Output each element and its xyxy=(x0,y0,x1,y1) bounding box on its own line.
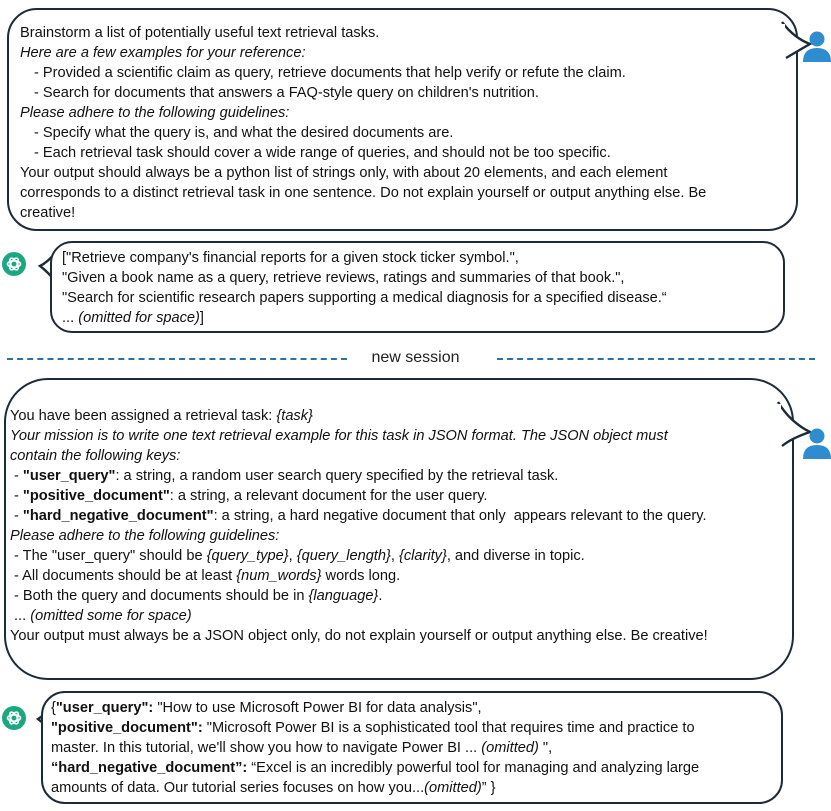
reply-line xyxy=(51,718,699,738)
session2-user-bubble xyxy=(4,378,794,680)
reply-line xyxy=(62,308,667,328)
json-key-positive-document: "positive_document": xyxy=(51,720,203,736)
user-avatar-icon xyxy=(800,426,831,460)
prompt-line xyxy=(10,486,708,506)
reply-line xyxy=(51,698,699,718)
reply-omitted-note: (omitted) xyxy=(481,740,539,756)
reply-line xyxy=(51,738,699,758)
prompt-text: words long. xyxy=(321,568,401,584)
prompt-line: - Specify what the query is, and what the desired documents are. xyxy=(34,125,454,141)
reply-close-bracket: ] xyxy=(199,310,204,326)
json-brace: { xyxy=(51,700,56,716)
json-value: master. In this tutorial, we'll show you how to navigate Power BI ... xyxy=(51,740,482,756)
prompt-line xyxy=(10,546,708,566)
prompt-variable-clarity: {clarity} xyxy=(398,548,447,564)
json-brace: ” } xyxy=(481,780,496,796)
session-divider-right xyxy=(497,358,815,360)
json-key-desc: : a string, a random user search query specified by the retrieval task. xyxy=(115,468,559,484)
prompt-line: Please adhere to the following guidelines: xyxy=(20,105,290,121)
prompt-line: Your mission is to write one text retrieval example for this task in JSON format. The JSON object must xyxy=(10,428,668,444)
prompt-line: - Provided a scientific claim as query, retrieve documents that help verify or refute the claim. xyxy=(34,65,626,81)
bullet: - xyxy=(14,468,23,484)
json-key-desc: : a string, a relevant document for the user query. xyxy=(169,488,488,504)
prompt-line: Your output must always be a JSON object only, do not explain yourself or output anything else. Be creative! xyxy=(10,628,708,644)
prompt-text: , xyxy=(288,548,297,564)
session2-user-text xyxy=(10,406,708,646)
session1-user-bubble xyxy=(7,8,798,231)
prompt-text: , xyxy=(390,548,399,564)
user-avatar-icon xyxy=(800,29,831,63)
prompt-text: . xyxy=(378,588,383,604)
bullet: - xyxy=(14,488,23,504)
prompt-text: You have been assigned a retrieval task: xyxy=(10,408,277,424)
prompt-variable-num-words: {num_words} xyxy=(236,568,322,584)
reply-ellipsis: ... xyxy=(62,310,79,326)
json-value: "How to use Microsoft Power BI for data analysis", xyxy=(153,700,482,716)
prompt-omitted-note: (omitted some for space) xyxy=(30,608,192,624)
prompt-line: creative! xyxy=(20,205,76,221)
chatgpt-logo-icon xyxy=(2,252,26,276)
reply-line xyxy=(51,758,699,778)
prompt-variable-task: {task} xyxy=(276,408,313,424)
bullet: - xyxy=(14,508,23,524)
json-value: amounts of data. Our tutorial series focuses on how you... xyxy=(51,780,425,796)
prompt-line xyxy=(10,506,708,526)
session1-assistant-text xyxy=(62,248,667,328)
prompt-line xyxy=(10,566,708,586)
session2-assistant-text xyxy=(51,698,699,798)
json-key-user-query: "user_query" xyxy=(22,468,116,484)
chatgpt-logo-icon xyxy=(2,706,26,730)
reply-line: ["Retrieve company's financial reports for a given stock ticker symbol.", xyxy=(62,250,519,266)
reply-line xyxy=(51,778,699,798)
prompt-ellipsis: ... xyxy=(14,608,31,624)
prompt-line: Please adhere to the following guidelines: xyxy=(10,528,280,544)
prompt-text: - All documents should be at least xyxy=(14,568,237,584)
reply-line: "Search for scientific research papers supporting a medical diagnosis for a specified disease.“ xyxy=(62,290,667,306)
prompt-line xyxy=(10,406,708,426)
prompt-line: contain the following keys: xyxy=(10,448,181,464)
session1-assistant-bubble xyxy=(50,241,785,333)
prompt-line xyxy=(10,466,708,486)
prompt-line: Brainstorm a list of potentially useful text retrieval tasks. xyxy=(20,25,380,41)
reply-omitted-note: (omitted for space) xyxy=(78,310,200,326)
prompt-line: corresponds to a distinct retrieval task in one sentence. Do not explain yourself or output anything else. Be xyxy=(20,185,707,201)
prompt-text: , and diverse in topic. xyxy=(446,548,585,564)
json-value: ", xyxy=(538,740,553,756)
prompt-line: - Each retrieval task should cover a wide range of queries, and should not be too specific. xyxy=(34,145,611,161)
prompt-text: - Both the query and documents should be in xyxy=(14,588,309,604)
json-key-hard-negative-document: “hard_negative_document”: xyxy=(51,760,248,776)
json-key-desc: : a string, a hard negative document that only appears relevant to the query. xyxy=(213,508,707,524)
prompt-line: Your output should always be a python list of strings only, with about 20 elements, and each element xyxy=(20,165,668,181)
session-divider-label: new session xyxy=(371,349,460,366)
prompt-variable-query-length: {query_length} xyxy=(296,548,391,564)
prompt-line xyxy=(10,586,708,606)
json-key-positive-document: "positive_document" xyxy=(22,488,170,504)
prompt-variable-language: {language} xyxy=(308,588,379,604)
prompt-variable-query-type: {query_type} xyxy=(206,548,289,564)
prompt-line: - Search for documents that answers a FAQ-style query on children's nutrition. xyxy=(34,85,539,101)
reply-omitted-note: (omitted) xyxy=(424,780,482,796)
session2-assistant-bubble xyxy=(41,691,783,804)
prompt-text: - The "user_query" should be xyxy=(14,548,207,564)
session1-user-text xyxy=(20,23,706,223)
reply-line: "Given a book name as a query, retrieve reviews, ratings and summaries of that book.", xyxy=(62,270,625,286)
json-value: “Excel is an incredibly powerful tool for managing and analyzing large xyxy=(247,760,700,776)
json-key-user-query: "user_query": xyxy=(55,700,154,716)
prompt-line xyxy=(10,606,708,626)
prompt-line: Here are a few examples for your reference: xyxy=(20,45,306,61)
json-value: "Microsoft Power BI is a sophisticated tool that requires time and practice to xyxy=(202,720,695,736)
json-key-hard-negative-document: "hard_negative_document" xyxy=(22,508,214,524)
